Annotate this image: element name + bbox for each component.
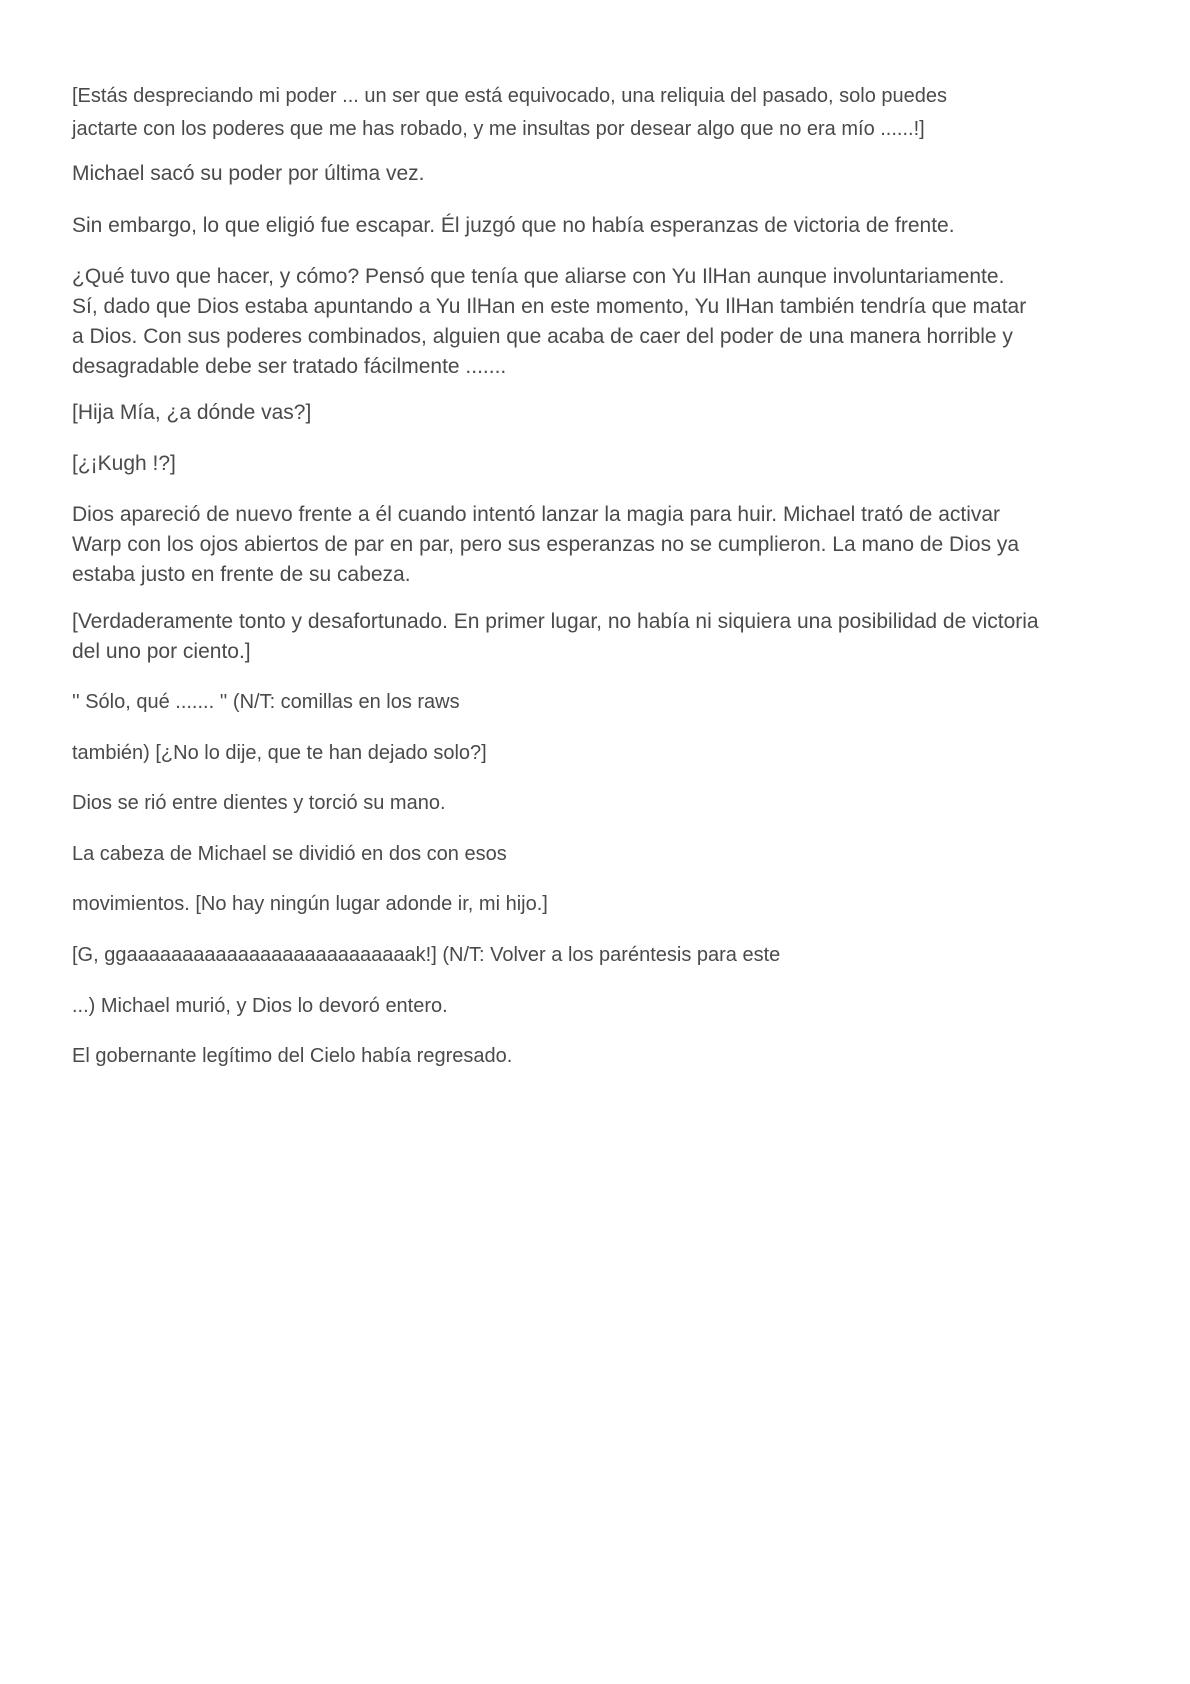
text-line: [G, ggaaaaaaaaaaaaaaaaaaaaaaaaaak!] (N/T: Volver a los paréntesis para este — [72, 944, 781, 966]
paragraph-14 — [72, 939, 1102, 972]
paragraph-16 — [72, 1040, 1102, 1073]
paragraph-8 — [72, 607, 1102, 667]
paragraph-2 — [72, 159, 1102, 189]
paragraph-4 — [72, 262, 1102, 382]
paragraph-7 — [72, 500, 1102, 590]
paragraph-15 — [72, 990, 1102, 1023]
paragraph-13 — [72, 888, 1102, 921]
paragraph-10 — [72, 737, 1102, 770]
paragraph-5 — [72, 398, 1102, 428]
text-line: Dios apareció de nuevo frente a él cuando intentó lanzar la magia para huir. Michael trató de activar — [72, 503, 1001, 526]
text-line: a Dios. Con sus poderes combinados, alguien que acaba de caer del poder de una manera horrible y — [72, 325, 1013, 348]
text-line: ...) Michael murió, y Dios lo devoró entero. — [72, 995, 448, 1017]
paragraph-11 — [72, 787, 1102, 820]
paragraph-12 — [72, 838, 1102, 871]
paragraph-3 — [72, 211, 1102, 241]
text-line: Sí, dado que Dios estaba apuntando a Yu IlHan en este momento, Yu IlHan también tendría que matar — [72, 295, 1027, 318]
text-line: [Verdaderamente tonto y desafortunado. En primer lugar, no había ni siquiera una posibilidad de victoria — [72, 610, 1039, 633]
text-line: [¿¡Kugh !?] — [72, 452, 176, 475]
text-line: '' Sólo, qué ....... '' (N/T: comillas en los raws — [72, 691, 460, 713]
text-line: Michael sacó su poder por última vez. — [72, 162, 425, 185]
paragraph-6 — [72, 449, 1102, 479]
text-line: también) [¿No lo dije, que te han dejado solo?] — [72, 742, 487, 764]
text-line: Sin embargo, lo que eligió fue escapar. Él juzgó que no había esperanzas de victoria de frente. — [72, 214, 955, 237]
text-line: Warp con los ojos abiertos de par en par, pero sus esperanzas no se cumplieron. La mano de Dios ya — [72, 533, 1020, 556]
text-line: movimientos. [No hay ningún lugar adonde ir, mi hijo.] — [72, 893, 548, 915]
text-line: jactarte con los poderes que me has robado, y me insultas por desear algo que no era mío ......!] — [72, 118, 925, 140]
text-line: ¿Qué tuvo que hacer, y cómo? Pensó que tenía que aliarse con Yu IlHan aunque involuntariamente. — [72, 265, 1005, 288]
text-line: La cabeza de Michael se dividió en dos con esos — [72, 843, 507, 865]
text-line: [Estás despreciando mi poder ... un ser que está equivocado, una reliquia del pasado, solo puedes — [72, 85, 948, 107]
text-line: desagradable debe ser tratado fácilmente ....... — [72, 355, 507, 378]
text-line: estaba justo en frente de su cabeza. — [72, 563, 411, 586]
paragraph-9 — [72, 686, 1102, 719]
text-line: Dios se rió entre dientes y torció su mano. — [72, 792, 446, 814]
text-line: El gobernante legítimo del Cielo había regresado. — [72, 1045, 513, 1067]
text-line: [Hija Mía, ¿a dónde vas?] — [72, 401, 312, 424]
text-line: del uno por ciento.] — [72, 640, 251, 663]
paragraph-1 — [72, 80, 1102, 146]
